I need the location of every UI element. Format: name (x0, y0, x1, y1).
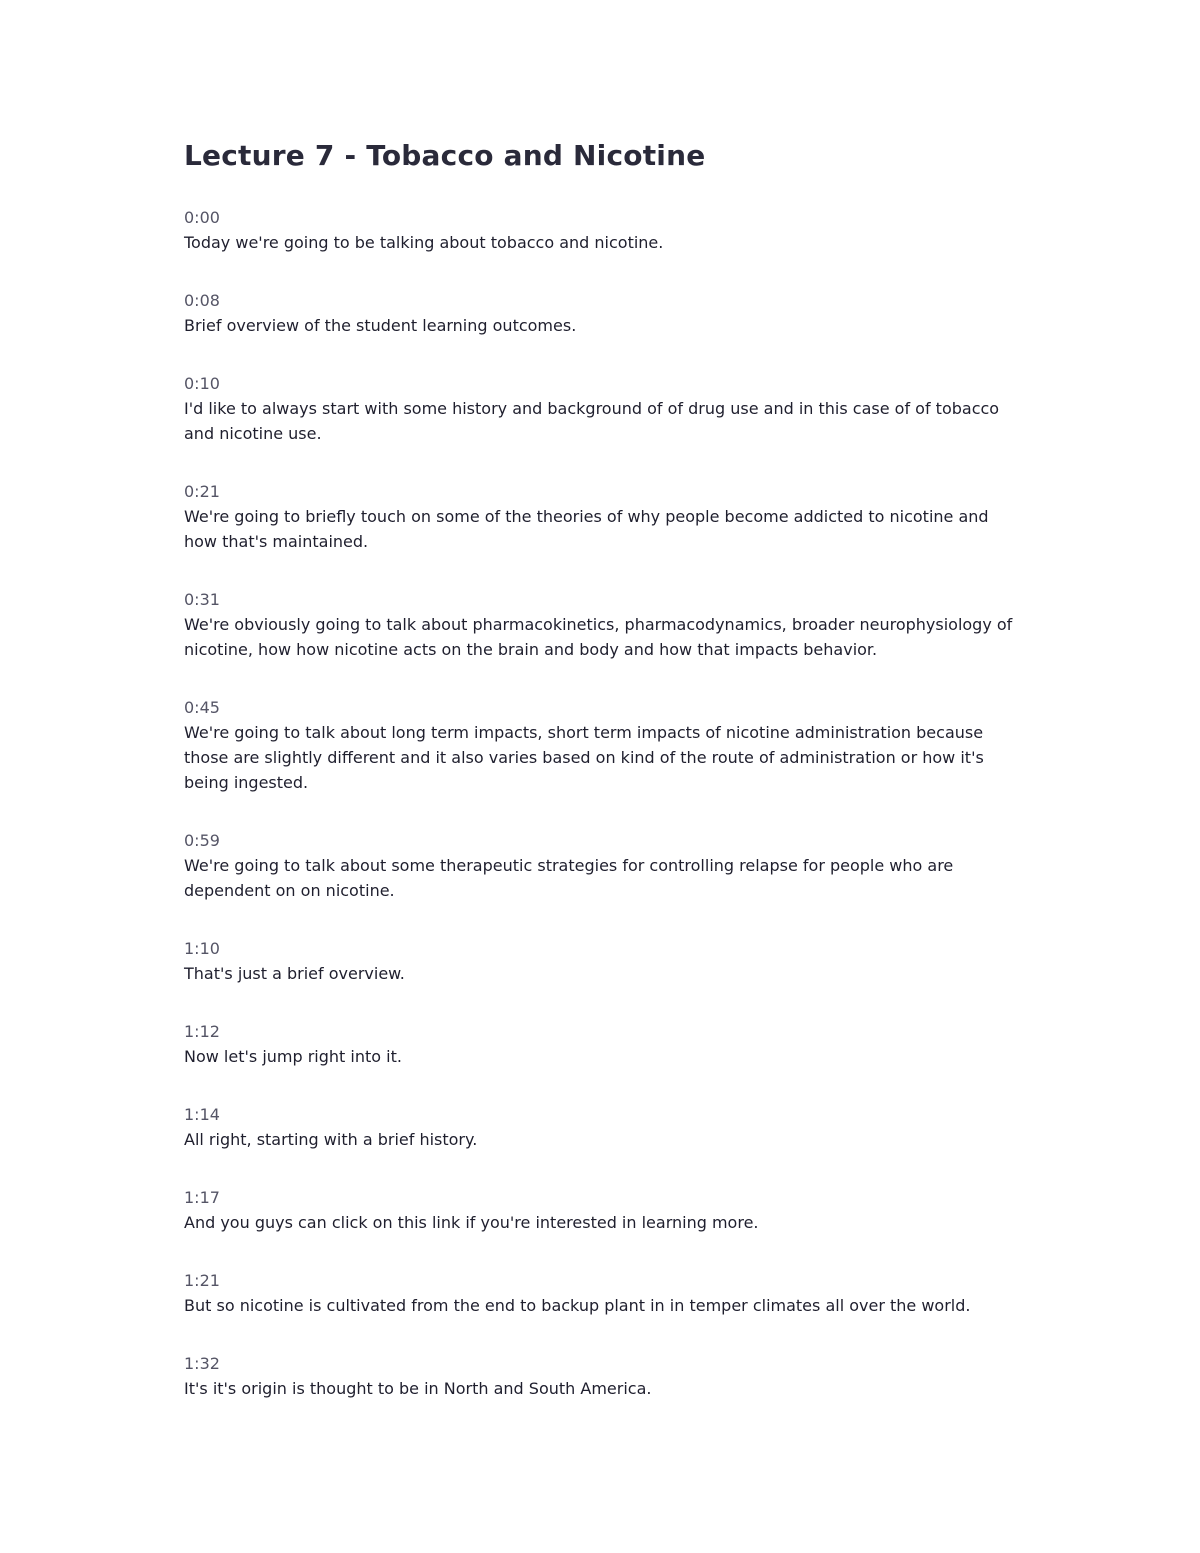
timestamp: 1:14 (184, 1105, 220, 1124)
transcript-text: And you guys can click on this link if you're interested in learning more. (184, 1213, 759, 1232)
transcript-text: We're going to briefly touch on some of the theories of why people become addicted to nicotine and how that's maintained. (184, 507, 989, 551)
transcript-entry (184, 289, 1024, 338)
transcript-entry (184, 480, 1024, 554)
transcript-text: We're going to talk about long term impacts, short term impacts of nicotine administration because those are slightly different and it also varies based on kind of the route of administration or how it's being ingested. (184, 723, 984, 792)
transcript-entry (184, 829, 1024, 903)
timestamp: 1:17 (184, 1188, 220, 1207)
transcript-text: Now let's jump right into it. (184, 1047, 402, 1066)
transcript-page (184, 136, 1024, 1435)
timestamp: 1:12 (184, 1022, 220, 1041)
transcript-entry (184, 372, 1024, 446)
timestamp: 0:08 (184, 291, 220, 310)
transcript-entry (184, 206, 1024, 255)
timestamp: 0:45 (184, 698, 220, 717)
timestamp: 0:10 (184, 374, 220, 393)
transcript-text: All right, starting with a brief history. (184, 1130, 478, 1149)
transcript-text: I'd like to always start with some history and background of of drug use and in this case of of tobacco and nicotine use. (184, 399, 1000, 443)
transcript-entry (184, 1269, 1024, 1318)
timestamp: 1:10 (184, 939, 220, 958)
transcript-text: Brief overview of the student learning outcomes. (184, 316, 577, 335)
timestamp: 0:21 (184, 482, 220, 501)
transcript-entry (184, 1186, 1024, 1235)
transcript-entry (184, 937, 1024, 986)
timestamp: 0:00 (184, 208, 220, 227)
transcript-text: We're going to talk about some therapeutic strategies for controlling relapse for people who are dependent on on nicotine. (184, 856, 954, 900)
transcript-text: But so nicotine is cultivated from the end to backup plant in in temper climates all over the world. (184, 1296, 971, 1315)
transcript-text: It's it's origin is thought to be in North and South America. (184, 1379, 652, 1398)
transcript-entry (184, 1352, 1024, 1401)
timestamp: 1:32 (184, 1354, 220, 1373)
transcript-text: We're obviously going to talk about pharmacokinetics, pharmacodynamics, broader neurophysiology of nicotine, how how nicotine acts on the brain and body and how that impacts behavior. (184, 615, 1013, 659)
transcript-entry (184, 696, 1024, 795)
transcript-entry (184, 1020, 1024, 1069)
timestamp: 0:59 (184, 831, 220, 850)
transcript-text: That's just a brief overview. (184, 964, 405, 983)
timestamp: 1:21 (184, 1271, 220, 1290)
transcript-text: Today we're going to be talking about tobacco and nicotine. (184, 233, 664, 252)
timestamp: 0:31 (184, 590, 220, 609)
page-title: Lecture 7 - Tobacco and Nicotine (184, 139, 706, 172)
transcript-entry (184, 1103, 1024, 1152)
transcript-entry (184, 588, 1024, 662)
